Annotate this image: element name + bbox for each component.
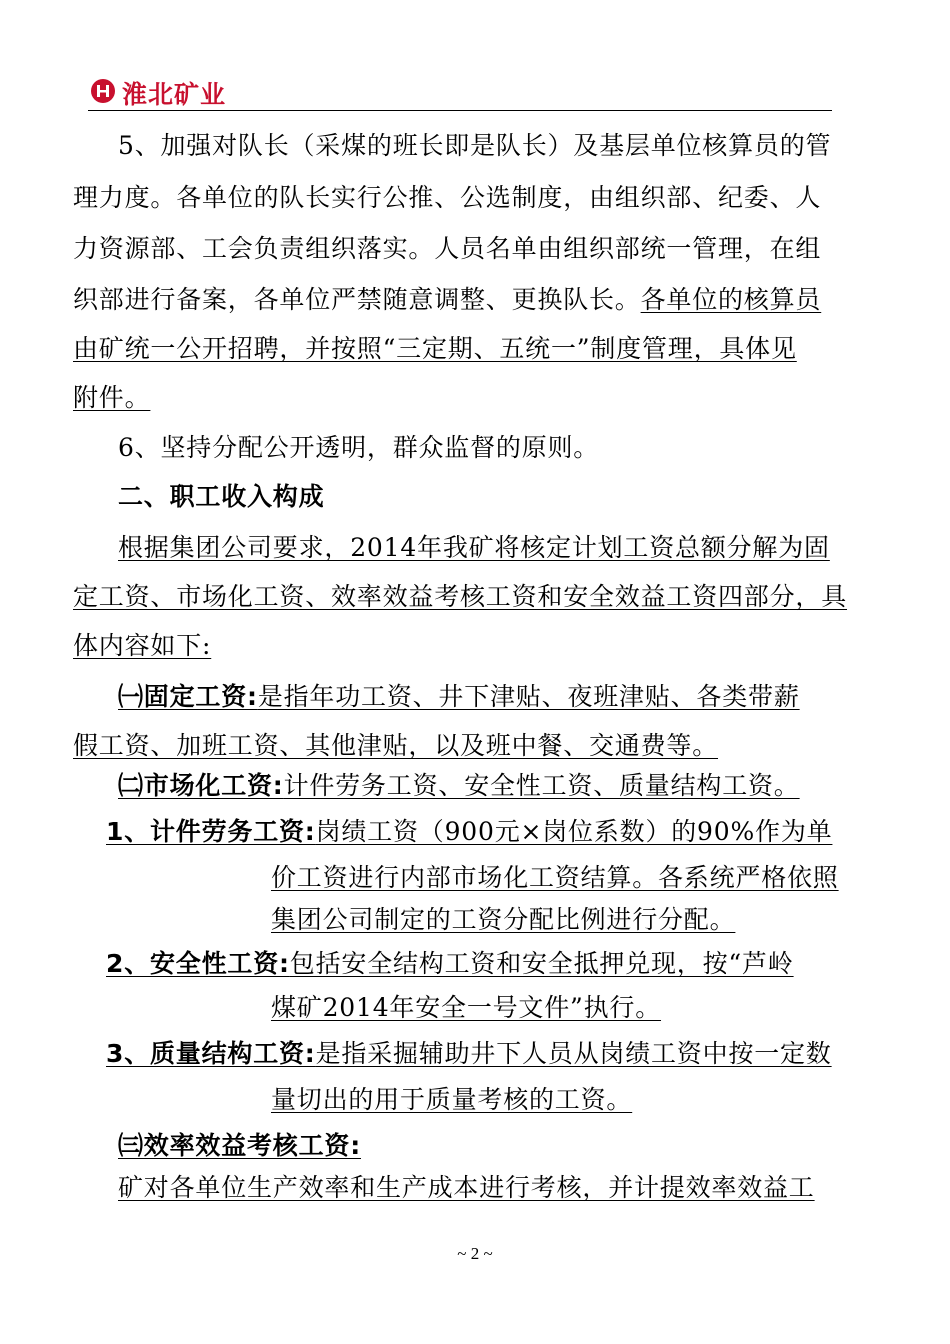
paragraph-line: 量切出的用于质量考核的工资。 — [271, 1085, 633, 1114]
paragraph-line: 织部进行备案，各单位严禁随意调整、更换队长。各单位的核算员 — [73, 285, 822, 314]
paragraph-line: 3、质量结构工资:是指采掘辅助井下人员从岗绩工资中按一定数 — [106, 1039, 832, 1068]
paragraph-line: 根据集团公司要求，2014年我矿将核定计划工资总额分解为固 — [118, 533, 830, 562]
section-heading: 二、职工收入构成 — [118, 482, 325, 511]
paragraph-line: 假工资、加班工资、其他津贴，以及班中餐、交通费等。 — [73, 731, 719, 760]
page-header — [88, 72, 832, 112]
paragraph-line: ㈠固定工资:是指年功工资、井下津贴、夜班津贴、各类带薪 — [118, 682, 800, 711]
paragraph-line: ㈡市场化工资:计件劳务工资、安全性工资、质量结构工资。 — [118, 771, 800, 800]
paragraph-line: 煤矿2014年安全一号文件”执行。 — [271, 993, 662, 1022]
paragraph-line: 5、加强对队长（采煤的班长即是队长）及基层单位核算员的管 — [118, 131, 832, 160]
paragraph-line: 附件。 — [73, 383, 151, 412]
paragraph-line: 2、安全性工资:包括安全结构工资和安全抵押兑现，按“芦岭 — [106, 949, 794, 978]
paragraph-line: 理力度。各单位的队长实行公推、公选制度，由组织部、纪委、人 — [73, 183, 822, 212]
paragraph-line: 由矿统一公开招聘，并按照“三定期、五统一”制度管理，具体见 — [73, 334, 797, 363]
paragraph-line: 体内容如下: — [73, 631, 212, 660]
brand-name: 淮北矿业 — [122, 80, 227, 109]
paragraph-line: 集团公司制定的工资分配比例进行分配。 — [271, 905, 736, 934]
paragraph-line: ㈢效率效益考核工资: — [118, 1131, 361, 1160]
paragraph-line: 力资源部、工会负责组织落实。人员名单由组织部统一管理，在组 — [73, 234, 822, 263]
header-divider — [88, 110, 832, 111]
paragraph-line: 价工资进行内部市场化工资结算。各系统严格依照 — [271, 863, 839, 892]
paragraph-line: 定工资、市场化工资、效率效益考核工资和安全效益工资四部分，具 — [73, 582, 848, 611]
company-logo-icon — [90, 78, 116, 104]
paragraph-line: 6、坚持分配公开透明，群众监督的原则。 — [118, 433, 600, 462]
page-number: ~ 2 ~ — [457, 1244, 493, 1263]
paragraph-line: 矿对各单位生产效率和生产成本进行考核，并计提效率效益工 — [118, 1173, 815, 1202]
paragraph-line: 1、计件劳务工资:岗绩工资（900元×岗位系数）的90%作为单 — [106, 817, 833, 846]
